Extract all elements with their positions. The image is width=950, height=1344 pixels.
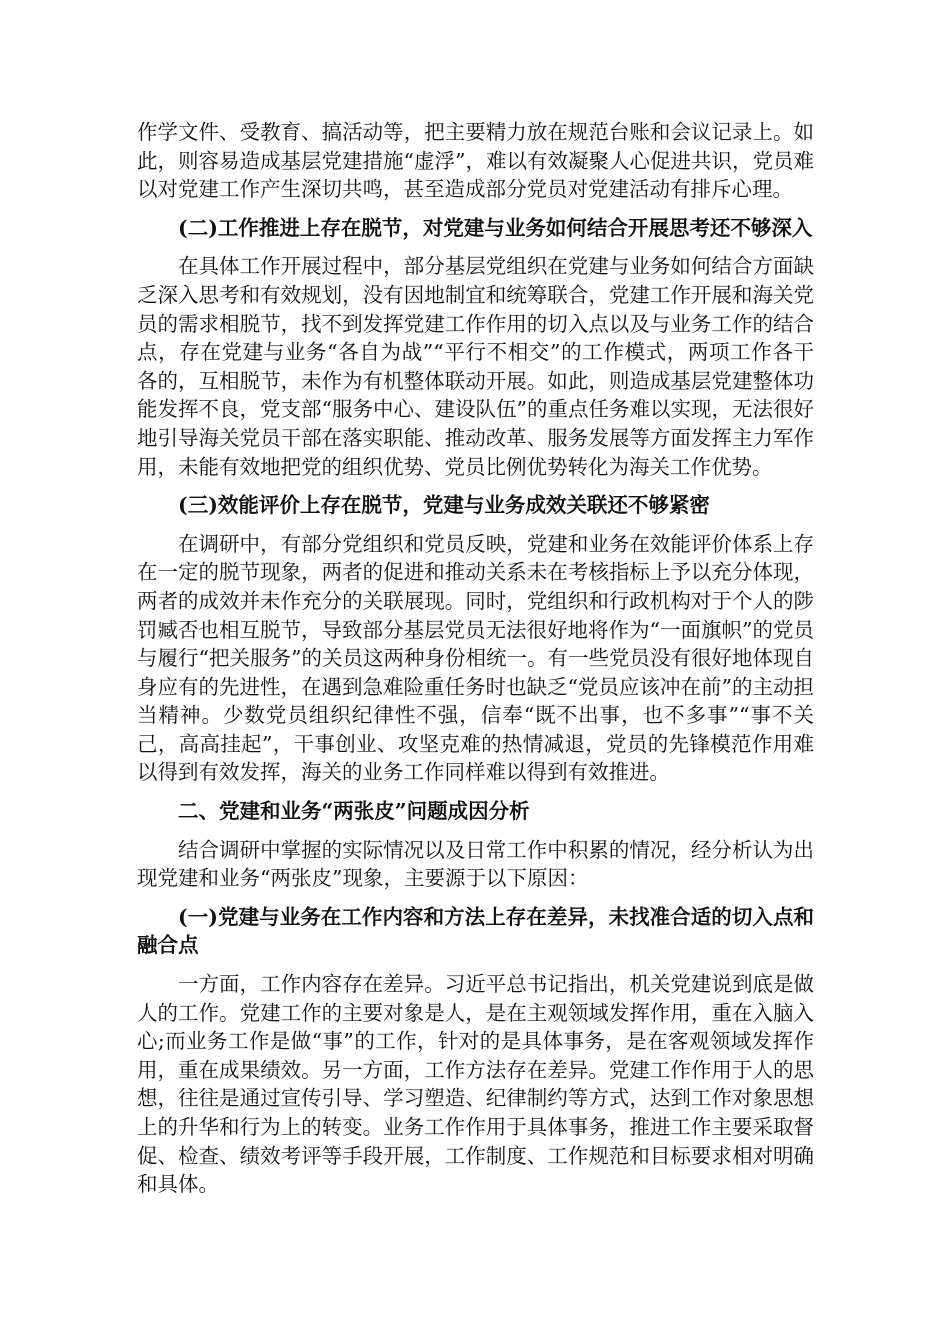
subheading-2: (二)工作推进上存在脱节，对党建与业务如何结合开展思考还不够深入 <box>178 215 813 240</box>
subheading-cause-1: (一)党建与业务在工作内容和方法上存在差异，未找准合适的切入点和融合点 <box>137 904 814 958</box>
document-page <box>137 118 814 1199</box>
paragraph-subheading-2: 在具体工作开展过程中，部分基层党组织在党建与业务如何结合方面缺乏深入思考和有效规划，没有因地制宜和统筹联合，党建工作开展和海关党员的需求相脱节，找不到发挥党建工作作用的切入点以及与业务工作的结合点，存在党建与业务“各自为战”“平行不相交”的工作模式，两项工作各干各的，互相脱节，未作为有机整体联动开展。如此，则造成基层党建整体功能发挥不良，党支部“服务中心、建设队伍”的重点任务难以实现，无法很好地引导海关党员干部在落实职能、推动改革、服务发展等方面发挥主力军作用，未能有效地把党的组织优势、党员比例优势转化为海关工作优势。 <box>137 254 814 479</box>
paragraph-section-2: 结合调研中掌握的实际情况以及日常工作中积累的情况，经分析认为出现党建和业务“两张皮”现象，主要源于以下原因： <box>137 837 814 891</box>
paragraph-subheading-3: 在调研中，有部分党组织和党员反映，党建和业务在效能评价体系上存在一定的脱节现象，两者的促进和推动关系未在考核指标上予以充分体现，两者的成效并未作充分的关联展现。同时，党组织和行政机构对于个人的陟罚臧否也相互脱节，导致部分基层党员无法很好地将作为“一面旗帜”的党员与履行“把关服务”的关员这两种身份相统一。有一些党员没有很好地体现自身应有的先进性，在遇到急难险重任务时也缺乏“党员应该冲在前”的主动担当精神。少数党员组织纪律性不强，信奉“既不出事，也不多事”“事不关己，高高挂起”，干事创业、攻坚克难的热情减退，党员的先锋模范作用难以得到有效发挥，海关的业务工作同样难以得到有效推进。 <box>137 531 814 785</box>
subheading-3: (三)效能评价上存在脱节，党建与业务成效关联还不够紧密 <box>178 493 710 518</box>
paragraph-continued: 作学文件、受教育、搞活动等，把主要精力放在规范台账和会议记录上。如此，则容易造成基层党建措施“虚浮”，难以有效凝聚人心促进共识，党员难以对党建工作产生深切共鸣，甚至造成部分党员对党建活动有排斥心理。 <box>137 120 814 202</box>
paragraph-cause-1: 一方面，工作内容存在差异。习近平总书记指出，机关党建说到底是做人的工作。党建工作的主要对象是人，是在主观领域发挥作用，重在入脑入心;而业务工作是做“事”的工作，针对的是具体事务，是在客观领域发挥作用，重在成果绩效。另一方面，工作方法存在差异。党建工作作用于人的思想，往往是通过宣传引导、学习塑造、纪律制约等方式，达到工作对象思想上的升华和行为上的转变。业务工作作用于具体事务，推进工作主要采取督促、检查、绩效考评等手段开展，工作制度、工作规范和目标要求相对明确和具体。 <box>137 972 814 1197</box>
section-heading-2: 二、党建和业务“两张皮”问题成因分析 <box>178 799 530 824</box>
